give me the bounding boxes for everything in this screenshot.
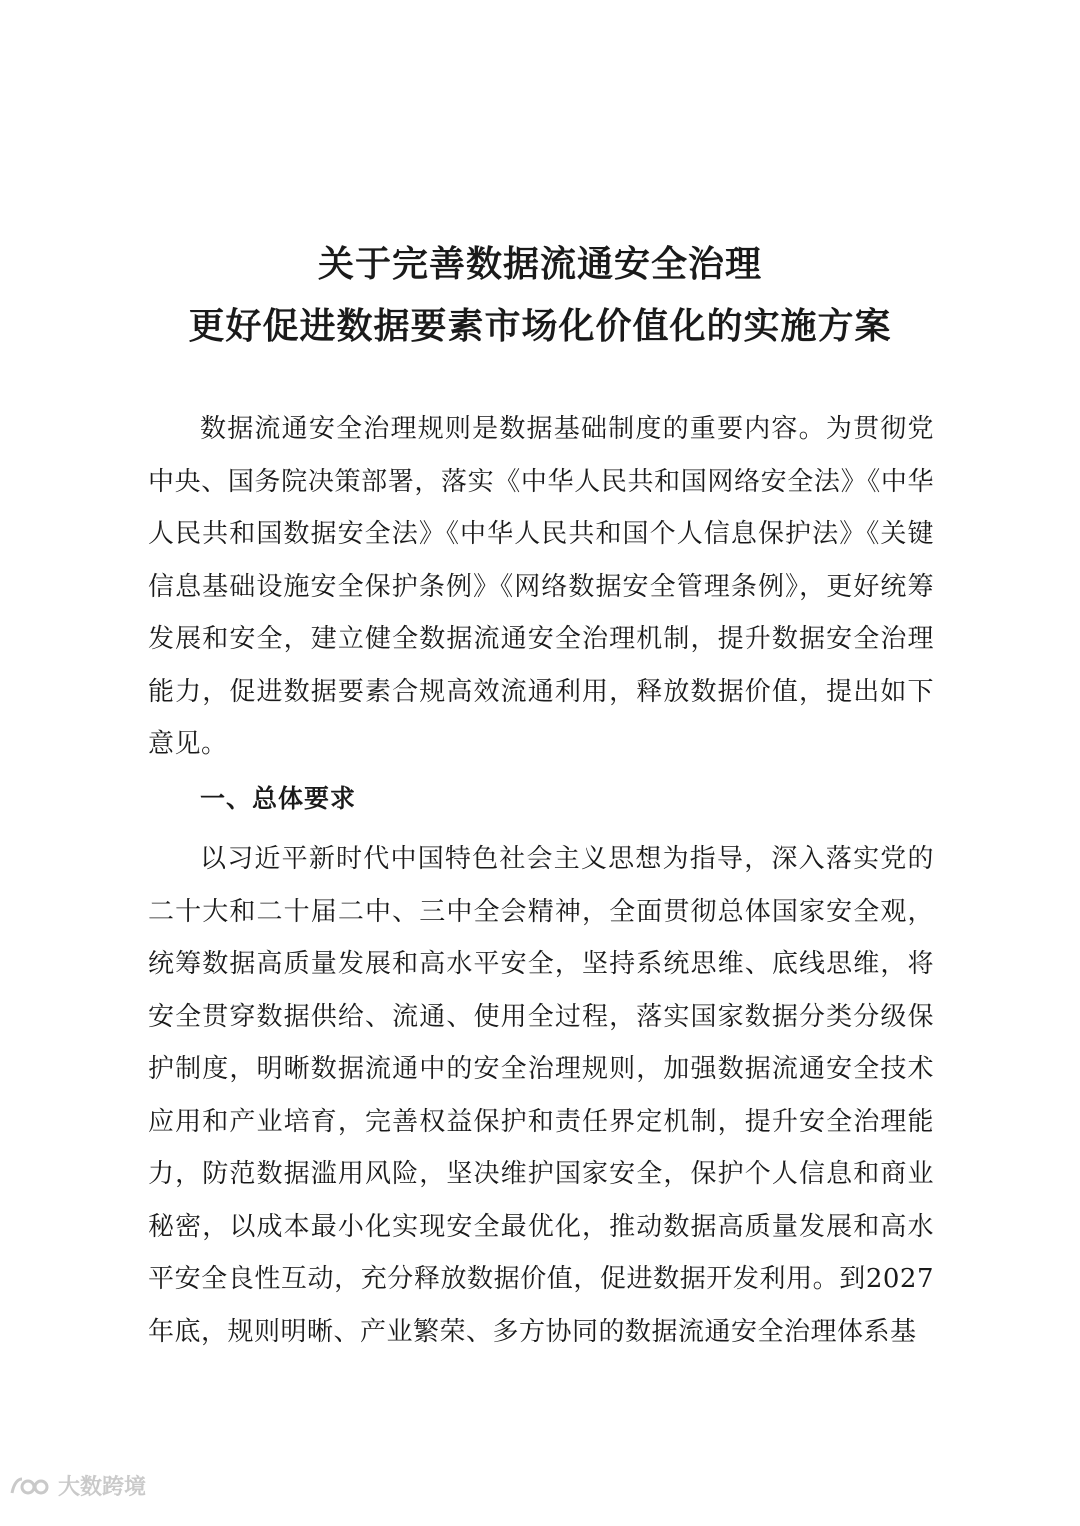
logo-icon	[8, 1473, 52, 1499]
intro-paragraph: 数据流通安全治理规则是数据基础制度的重要内容。为贯彻党中央、国务院决策部署，落实《中华人民共和国网络安全法》《中华人民共和国数据安全法》《中华人民共和国个人信息保护法》《关键信息基础设施安全保护条例》《网络数据安全管理条例》，更好统筹发展和安全，建立健全数据流通安全治理机制，提升数据安全治理能力，促进数据要素合规高效流通利用，释放数据价值，提出如下意见。	[148, 414, 934, 759]
watermark	[8, 1470, 146, 1501]
section-paragraph: 以习近平新时代中国特色社会主义思想为指导，深入落实党的二十大和二十届二中、三中全会精神，全面贯彻总体国家安全观，统筹数据高质量发展和高水平安全，坚持系统思维、底线思维，将安全贯穿数据供给、流通、使用全过程，落实国家数据分类分级保护制度，明晰数据流通中的安全治理规则，加强数据流通安全技术应用和产业培育，完善权益保护和责任界定机制，提升安全治理能力，防范数据滥用风险，坚决维护国家安全，保护个人信息和商业秘密，以成本最小化实现安全最优化，推动数据高质量发展和高水平安全良性互动，充分释放数据价值，促进数据开发利用。到2027年底，规则明晰、产业繁荣、多方协同的数据流通安全治理体系基	[148, 844, 934, 1347]
section-heading: 一、总体要求	[200, 784, 357, 813]
watermark-text: 大数跨境	[58, 1475, 147, 1500]
document-title-line-1: 关于完善数据流通安全治理	[317, 243, 762, 285]
document-title-line-2: 更好促进数据要素市场化价值化的实施方案	[188, 305, 892, 347]
